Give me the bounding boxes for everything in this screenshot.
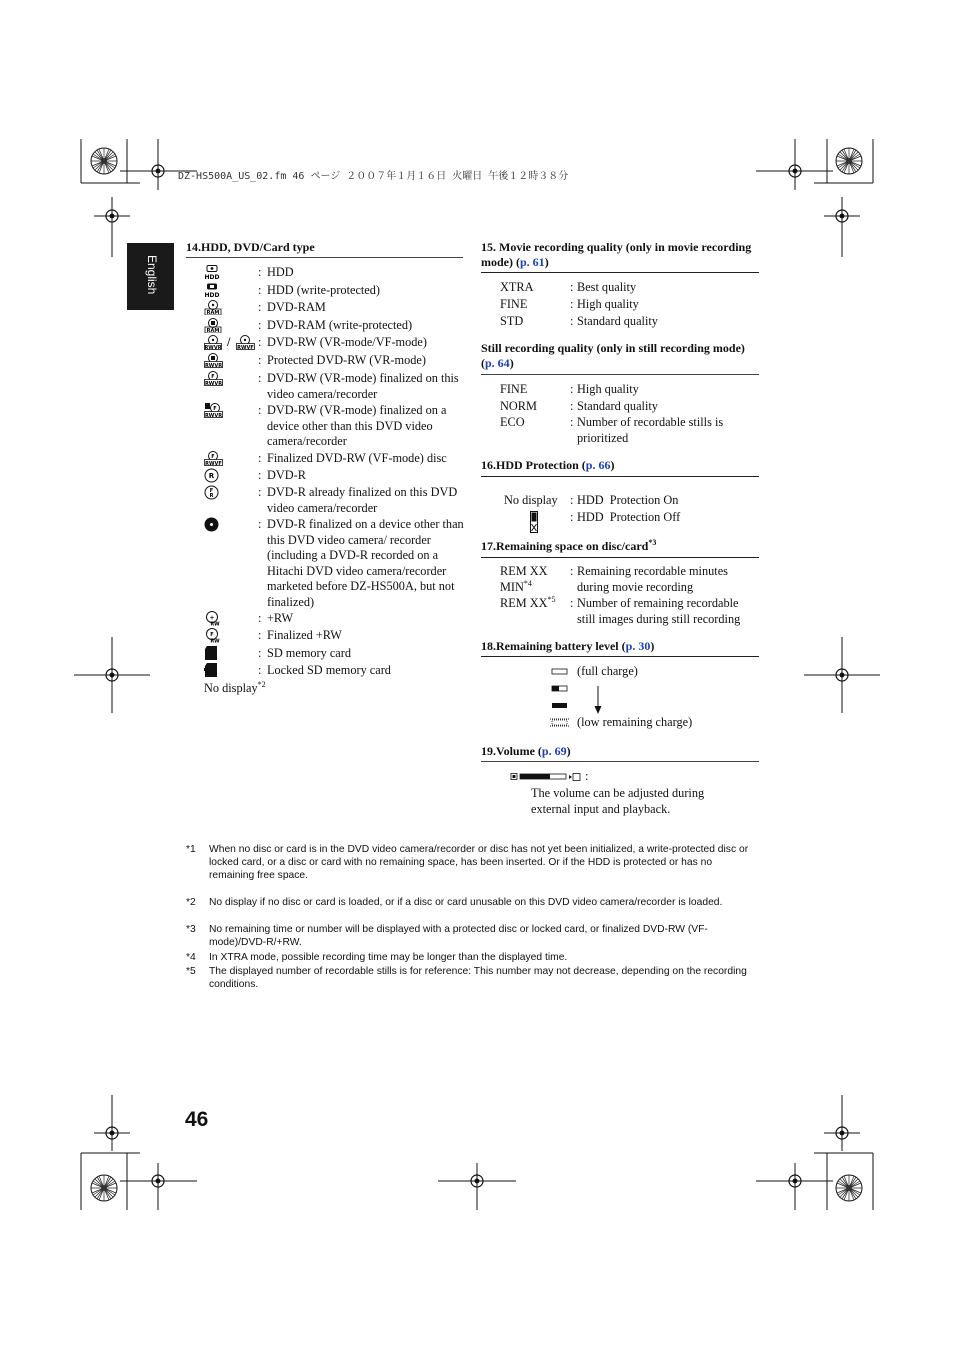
section-16-rule [481, 476, 759, 477]
list-item: REM XX MIN$^{*4}$ : Remaining recordable minutes during movie recording [500, 564, 728, 594]
svg-text:RWVF: RWVF [237, 345, 254, 350]
battery-low-blinking-icon [550, 719, 569, 726]
file-header: DZ-HS500A_US_02.fm 46 ページ ２００７年１月１６日 火曜日 午後１２時３８分 [178, 171, 569, 182]
svg-text:RWVR: RWVR [204, 345, 222, 350]
svg-text:F: F [211, 374, 215, 380]
list-item: RAM : DVD-RAM (write-protected) [204, 318, 474, 335]
language-tab [127, 243, 174, 310]
dvd-r-finalized-other-icon [204, 517, 220, 532]
volume-description: The volume can be adjusted during external input and playback. [531, 786, 705, 816]
plus-rw-icon [204, 611, 222, 626]
dvd-ram-protected-icon [204, 318, 222, 333]
hdd-protection-off-icon [530, 511, 538, 533]
list-item: : SD memory card [204, 646, 474, 663]
dvd-rw-vr-protected-icon [204, 353, 224, 368]
list-item: F RWVR : DVD-RW (VR-mode) finalized on this video camera/recorder [204, 371, 459, 401]
list-item: RWVR RWVF / : DVD-RW (VR-mode/VF-mode) [204, 335, 427, 350]
volume-colon: : [585, 769, 589, 783]
footnotes: *1 When no disc or card is in the DVD video camera/recorder or disc has not yet been initialized, a write-protected disc or locked card, or a disc or card with no remaining space, has been inserted. Or if the HDD is protected or has no remaining free space. *2 No display if no disc or card is loaded, or if a disc or card unusable on this DVD video camera/recorder is loaded. *3 No remaining time or number will be displayed with a protected disc or locked card, or finalized DVD-RW (VF-mode)/DVD-R/+RW. *4 In XTRA mode, possible recording time may be longer than the displayed time. *5 The displayed number of recordable stills is for reference: This number may not decrease, depending on the recording conditions. [186, 844, 749, 990]
battery-full-label: (full charge) [577, 664, 638, 678]
volume-bar-icon [510, 772, 582, 782]
battery-empty-icon [552, 703, 567, 708]
section-19-heading: 19.Volume (p. 69) [481, 744, 571, 758]
svg-text:R: R [209, 493, 214, 499]
list-item: : Locked SD memory card [204, 663, 474, 680]
list-item: F RWVF : Finalized DVD-RW (VF-mode) disc [205, 451, 447, 466]
svg-text:RWVR: RWVR [204, 381, 223, 386]
dvd-r-finalized-icon [204, 485, 220, 500]
section-15-rule [481, 272, 759, 273]
dvd-rw-vr-finalized-icon [204, 371, 224, 386]
section-15-heading: 15. Movie recording quality (only in movie recording mode) (p. 61) [481, 240, 752, 269]
dvd-rw-vf-finalized-icon [204, 451, 224, 466]
svg-text:RWVR: RWVR [204, 363, 223, 368]
section-17-heading: 17.Remaining space on disc/card$^{*3}$ [481, 538, 657, 553]
svg-text:F: F [210, 632, 214, 638]
svg-text:F: F [209, 488, 214, 494]
dvd-r-icon [204, 468, 220, 483]
svg-text:RAM: RAM [206, 328, 220, 333]
page-69-link[interactable]: p. 69 [541, 744, 567, 758]
arrow-down-icon [595, 686, 602, 714]
svg-text:RWVF: RWVF [205, 461, 222, 466]
hdd-icon [204, 265, 220, 280]
svg-text:RAM: RAM [206, 310, 220, 315]
list-item: F RWVR : DVD-RW (VR-mode) finalized on a device other than this DVD video camera/recorder [204, 403, 447, 448]
page-64-link[interactable]: p. 64 [485, 356, 510, 370]
icon-separator: / [227, 335, 231, 349]
section-14-heading: 14.HDD, DVD/Card type [186, 240, 315, 254]
page-66-link[interactable]: p. 66 [585, 458, 611, 472]
svg-text:RWVR: RWVR [204, 413, 223, 418]
section-16-heading: 16.HDD Protection (p. 66) [481, 458, 615, 472]
svg-text:+: + [209, 614, 215, 622]
still-quality-rule [481, 374, 759, 375]
remaining-space-list [500, 564, 760, 630]
section-14-rule [186, 257, 463, 258]
svg-text:F: F [211, 454, 215, 460]
svg-text:RW: RW [210, 621, 220, 626]
dvd-ram-icon [204, 300, 222, 315]
section-17-rule [481, 557, 759, 558]
dvd-rw-vr-finalized-other-icon [204, 403, 224, 418]
page-61-link[interactable]: p. 61 [520, 255, 545, 269]
list-item: + RW : +RW [204, 611, 474, 628]
hdd-protected-icon [204, 283, 220, 298]
list-item: REM XX$^{*5}$ : Number of remaining recordable still images during still recording [500, 594, 741, 626]
section-19-rule [481, 761, 759, 762]
page-number: 46 [185, 1108, 209, 1131]
plus-rw-finalized-icon [204, 628, 222, 643]
list-item: F R : DVD-R already finalized on this DVD video camera/recorder [204, 485, 474, 517]
svg-text:HDD: HDD [204, 292, 220, 298]
battery-half-icon [552, 686, 567, 691]
list-item: R : DVD-R [204, 468, 474, 485]
movie-quality-list: XTRA : Best quality FINE : High quality STD : Standard quality [500, 280, 658, 328]
svg-text:RW: RW [210, 638, 220, 643]
svg-text:F: F [213, 406, 217, 412]
battery-low-label: (low remaining charge) [577, 715, 693, 729]
battery-full-icon [552, 669, 567, 674]
media-type-list [204, 265, 474, 705]
page-30-link[interactable]: p. 30 [625, 639, 651, 653]
no-display-label: No display$^{*2}$ [204, 679, 266, 695]
still-quality-list: FINE : High quality NORM : Standard quality ECO : Number of recordable stills is prioritized [500, 382, 724, 445]
sd-card-icon [204, 646, 220, 661]
svg-text:R: R [208, 472, 215, 480]
still-quality-heading: Still recording quality (only in still recording mode) (p. 64) [481, 341, 745, 370]
svg-text:HDD: HDD [204, 274, 220, 280]
list-item: F RW : Finalized +RW [204, 628, 474, 645]
list-item: : DVD-R finalized on a device other than this DVD video camera/ recorder (including a DVD-R recorded on a Hitachi DVD video camera/recorder marketed before DZ-HS500A, but not finalized) [204, 517, 474, 611]
list-item: HDD : HDD [204, 265, 294, 280]
language-tab-label: English [145, 255, 159, 295]
list-item: RAM : DVD-RAM [204, 300, 474, 317]
sd-card-locked-icon [204, 663, 220, 678]
list-item: HDD : HDD (write-protected) [204, 283, 381, 298]
hdd-protection-list: No display : HDD Protection On : HDD Protection Off [504, 493, 760, 533]
section-18-rule [481, 656, 759, 657]
section-18-heading: 18.Remaining battery level (p. 30) [481, 639, 655, 653]
list-item: RWVR : Protected DVD-RW (VR-mode) [204, 353, 426, 368]
